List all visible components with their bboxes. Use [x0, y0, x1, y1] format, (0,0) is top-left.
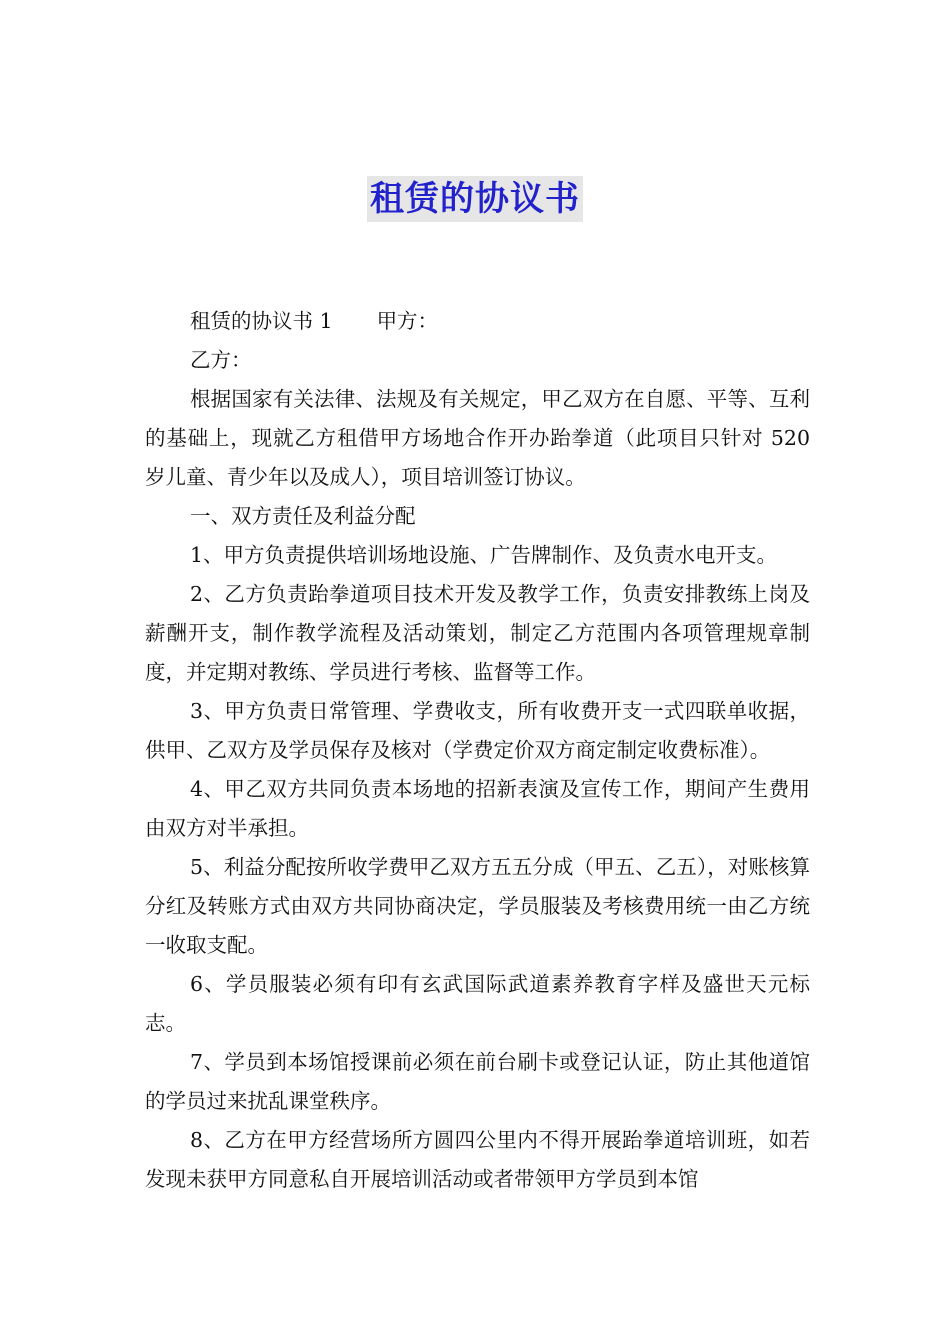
- title-container: [0, 176, 950, 222]
- clause-6: 6、学员服装必须有印有玄武国际武道素养教育字样及盛世天元标志。: [145, 972, 810, 1035]
- clause-7: 7、学员到本场馆授课前必须在前台刷卡或登记认证，防止其他道馆的学员过来扰乱课堂秩序。: [145, 1050, 810, 1113]
- section-heading-1: 一、双方责任及利益分配: [190, 504, 416, 528]
- clause-3: 3、甲方负责日常管理、学费收支，所有收费开支一式四联单收据，供甲、乙双方及学员保存及核对（学费定价双方商定制定收费标准）。: [145, 699, 810, 762]
- clause-5: 5、利益分配按所收学费甲乙双方五五分成（甲五、乙五），对账核算分红及转账方式由双方共同协商决定，学员服装及考核费用统一由乙方统一收取支配。: [145, 855, 810, 957]
- paragraph-party-b: 乙方：: [190, 348, 252, 372]
- clause-2: 2、乙方负责跆拳道项目技术开发及教学工作，负责安排教练上岗及薪酬开支，制作教学流程及活动策划，制定乙方范围内各项管理规章制度，并定期对教练、学员进行考核、监督等工作。: [145, 582, 810, 684]
- document-title: 租赁的协议书: [367, 176, 583, 222]
- header-line: [145, 302, 810, 341]
- header-line-left: 租赁的协议书 1: [190, 309, 333, 333]
- paragraph-preamble: 根据国家有关法律、法规及有关规定，甲乙双方在自愿、平等、互利的基础上，现就乙方租借甲方场地合作开办跆拳道（此项目只针对 520 岁儿童、青少年以及成人），项目培训签订协议。: [145, 387, 810, 489]
- document-body: [145, 302, 810, 1199]
- clause-1: 1、甲方负责提供培训场地设施、广告牌制作、及负责水电开支。: [190, 543, 778, 567]
- clause-4: 4、甲乙双方共同负责本场地的招新表演及宣传工作，期间产生费用由双方对半承担。: [145, 777, 810, 840]
- header-line-right: 甲方：: [376, 309, 439, 333]
- clause-8: 8、乙方在甲方经营场所方圆四公里内不得开展跆拳道培训班，如若发现未获甲方同意私自开展培训活动或者带领甲方学员到本馆: [145, 1128, 810, 1191]
